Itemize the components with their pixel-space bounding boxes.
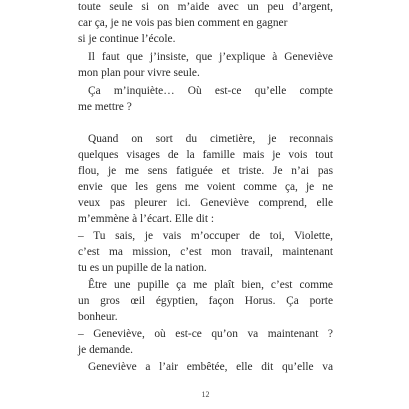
text-line: un gros œil égyptien, façon Horus. Ça porte <box>78 295 333 307</box>
text-line: car ça, je ne vois pas bien comment en gagner <box>78 17 288 29</box>
text-line: toute seule si on m’aide avec un peu d’argent, <box>78 1 333 13</box>
text-line: quelques visages de la famille mais je vois tout <box>78 149 333 161</box>
text-line: – Tu sais, je vais m’occuper de toi, Violette, <box>78 230 333 242</box>
text-line: bonheur. <box>78 311 118 323</box>
text-line: c’est ma mission, c’est mon travail, maintenant <box>78 246 333 258</box>
text-line: je demande. <box>78 344 134 356</box>
text-line: flou, je me sens fatiguée et triste. Je n’ai pas <box>78 165 333 177</box>
text-line: Être une pupille ça me plaît bien, c’est comme <box>88 279 333 291</box>
text-line: mon plan pour vivre seule. <box>78 67 200 79</box>
text-line: m’emmène à l’écart. Elle dit : <box>78 213 214 225</box>
text-line: si je continue l’école. <box>78 33 176 45</box>
text-line: envie que les gens me voient comme ça, je ne <box>78 181 333 193</box>
text-line: tu es un pupille de la nation. <box>78 262 207 274</box>
text-line: Il faut que j’insiste, que j’explique à Geneviève <box>88 51 333 63</box>
text-line: Geneviève a l’air embêtée, elle dit qu’elle va <box>88 361 333 373</box>
text-line: Ça m’inquiète… Où est-ce qu’elle compte <box>88 85 333 97</box>
text-line: Quand on sort du cimetière, je reconnais <box>88 133 333 145</box>
text-line: me mettre ? <box>78 101 132 113</box>
page-number: 12 <box>201 390 210 399</box>
text-line: veux pas pleurer ici. Geneviève comprend, elle <box>78 197 333 209</box>
book-page <box>78 0 333 409</box>
text-line: – Geneviève, où est-ce qu’on va maintenant ? <box>78 328 333 340</box>
